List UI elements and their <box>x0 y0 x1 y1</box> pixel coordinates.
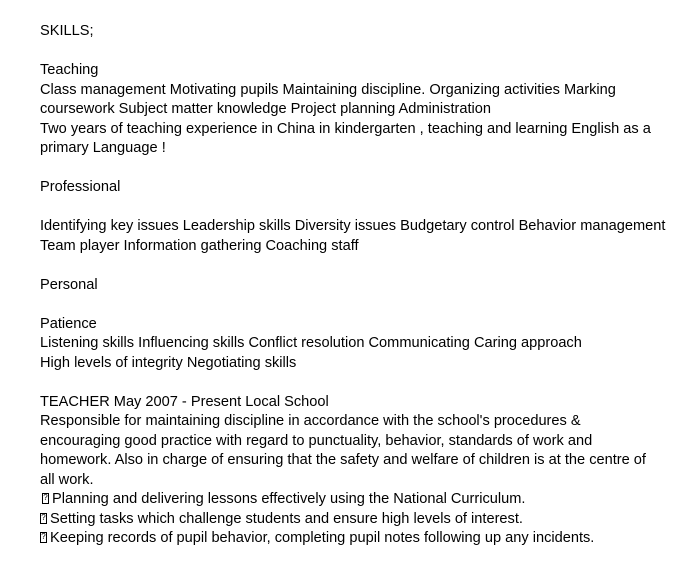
resume-document <box>40 22 690 549</box>
list-item <box>40 529 690 549</box>
experience-desc-1: Responsible for maintaining discipline in accordance with the school's procedures & <box>40 413 581 429</box>
personal-line-3: High levels of integrity Negotiating skills <box>40 354 297 371</box>
teaching-line-2: coursework Subject matter knowledge Project planning Administration <box>40 101 492 117</box>
teaching-title: Teaching <box>40 62 99 78</box>
spacer <box>40 198 690 218</box>
list-item <box>40 510 690 530</box>
teaching-line-3: Two years of teaching experience in China in kindergarten , teaching and learning English as a <box>40 120 651 137</box>
list-item <box>40 490 690 510</box>
professional-line-2: Team player Information gathering Coaching staff <box>40 237 359 254</box>
personal-line-2: Listening skills Influencing skills Conflict resolution Communicating Caring approach <box>40 335 582 351</box>
spacer <box>40 42 690 62</box>
experience-desc-2: encouraging good practice with regard to punctuality, behavior, standards of work and <box>40 432 593 449</box>
missing-glyph-bullet-icon <box>40 532 47 543</box>
spacer <box>40 295 690 315</box>
teaching-line-1: Class management Motivating pupils Maintaining discipline. Organizing activities Marking <box>40 81 616 98</box>
experience-title: TEACHER May 2007 - Present Local School <box>40 393 329 410</box>
missing-glyph-bullet-icon <box>40 513 47 524</box>
list-item-text: Planning and delivering lessons effectively using the National Curriculum. <box>52 491 526 507</box>
professional-line-1: Identifying key issues Leadership skills Diversity issues Budgetary control Behavior management <box>40 218 666 234</box>
list-item-text: Setting tasks which challenge students and ensure high levels of interest. <box>50 510 523 527</box>
list-item-text: Keeping records of pupil behavior, completing pupil notes following up any incidents. <box>50 530 595 546</box>
experience-desc-3: homework. Also in charge of ensuring that the safety and welfare of children is at the centre of <box>40 452 646 468</box>
teaching-line-4: primary Language ! <box>40 140 166 156</box>
missing-glyph-bullet-icon <box>42 493 49 504</box>
skills-heading: SKILLS; <box>40 23 94 39</box>
personal-line-1: Patience <box>40 315 97 332</box>
personal-title: Personal <box>40 276 98 293</box>
spacer <box>40 256 690 276</box>
spacer <box>40 159 690 179</box>
experience-desc-4: all work. <box>40 471 94 488</box>
spacer <box>40 373 690 393</box>
professional-title: Professional <box>40 179 121 195</box>
